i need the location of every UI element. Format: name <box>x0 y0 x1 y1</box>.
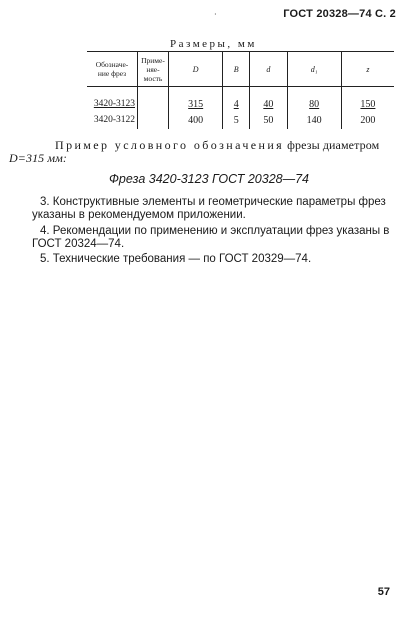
cell-z: 150 <box>341 87 394 112</box>
header-d: d <box>250 52 287 87</box>
header-z: z <box>341 52 394 87</box>
page-number: 57 <box>377 586 390 598</box>
cell-applicability <box>138 111 169 129</box>
table-row <box>87 87 394 112</box>
cell-applicability <box>138 87 169 112</box>
paragraph-5: 5. Технические требования — по ГОСТ 20329—74. <box>40 253 312 265</box>
cell-d: 40 <box>250 87 287 112</box>
example-heading: Пример условного обозначения <box>55 138 285 152</box>
header-D: D <box>169 52 223 87</box>
paragraph-4: 4. Рекомендации по применению и эксплуатации фрез указаны в ГОСТ 20324—74. <box>32 225 390 250</box>
header-designation: Обозначе- ние фрез <box>87 52 138 87</box>
example-diameter: D=315 мм: <box>9 151 67 165</box>
page-header: ГОСТ 20328—74 С. 2 <box>283 8 396 20</box>
cell-z: 200 <box>341 111 394 129</box>
designation-formula: Фреза 3420-3123 ГОСТ 20328—74 <box>108 172 310 186</box>
dimensions-table <box>87 51 394 129</box>
example-paragraph <box>9 138 392 165</box>
cell-d1: 80 <box>287 87 341 112</box>
paragraph-3: 3. Конструктивные элементы и геометрические параметры фрез указаны в рекомендуемом приложении. <box>32 196 386 221</box>
cell-D: 315 <box>169 87 223 112</box>
header-d1: d₁ <box>287 52 341 87</box>
table-row <box>87 111 394 129</box>
cell-designation: 3420-3122 <box>93 115 135 125</box>
example-rest: фрезы диаметром <box>284 138 380 152</box>
cell-B: 5 <box>223 111 250 129</box>
table-header-row <box>87 52 394 87</box>
table-caption: Размеры, мм <box>170 38 257 50</box>
header-applicability: Приме- няе- мость <box>138 52 169 87</box>
cell-designation: 3420-3123 <box>93 99 135 109</box>
cell-d: 50 <box>250 111 287 129</box>
cell-D: 400 <box>169 111 223 129</box>
cell-d1: 140 <box>287 111 341 129</box>
cell-B: 4 <box>223 87 250 112</box>
header-B: B <box>223 52 250 87</box>
page-speck: · <box>214 10 217 19</box>
